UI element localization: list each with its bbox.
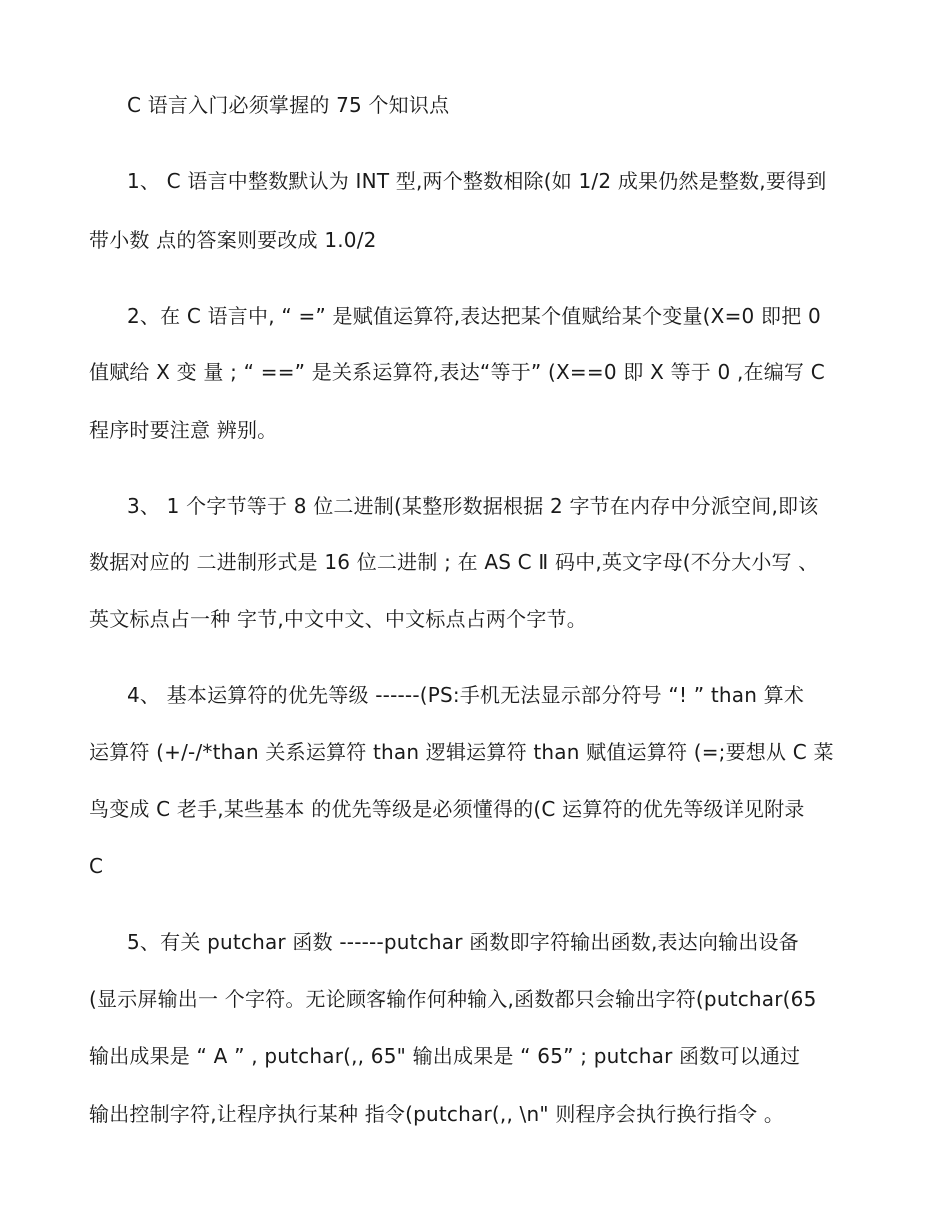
paragraph-3-line-3: 英文标点占一种 字节,中文中文、中文标点占两个字节。 [89,607,587,631]
paragraph-5-line-3: 输出成果是 “ A ” , putchar(,, 65" 输出成果是 “ 65” ; putchar 函数可以通过 [89,1044,801,1068]
paragraph-4-line-1: 4、 基本运算符的优先等级 ------(PS:手机无法显示部分符号 “! ” than 算术 [127,683,805,707]
document-title: C 语言入门必须掌握的 75 个知识点 [127,93,450,117]
paragraph-2-line-1: 2、在 C 语言中, “ =” 是赋值运算符,表达把某个值赋给某个变量(X=0 即把 0 [127,304,821,328]
paragraph-4-line-4: C [89,854,104,878]
paragraph-1-line-1: 1、 C 语言中整数默认为 INT 型,两个整数相除(如 1/2 成果仍然是整数,要得到 [127,169,827,193]
paragraph-5-line-1: 5、有关 putchar 函数 ------putchar 函数即字符输出函数,表达向输出设备 [127,930,799,954]
paragraph-4-line-2: 运算符 (+/-/*than 关系运算符 than 逻辑运算符 than 赋值运算符 (=;要想从 C 菜 [89,740,834,764]
paragraph-2-line-3: 程序时要注意 辨别。 [89,418,278,442]
paragraph-1-line-2: 带小数 点的答案则要改成 1.0/2 [89,228,377,252]
paragraph-5-line-2: (显示屏输出一 个字符。无论顾客输作何种输入,函数都只会输出字符(putchar(65 [89,987,817,1011]
paragraph-3-line-1: 3、 1 个字节等于 8 位二进制(某整形数据根据 2 字节在内存中分派空间,即该 [127,494,819,518]
paragraph-2-line-2: 值赋给 X 变 量 ; “ ==” 是关系运算符,表达“等于” (X==0 即 X 等于 0 ,在编写 C [89,360,825,384]
paragraph-3-line-2: 数据对应的 二进制形式是 16 位二进制 ; 在 AS C Ⅱ 码中,英文字母(不分大小写 、 [89,550,819,574]
paragraph-5-line-4: 输出控制字符,让程序执行某种 指令(putchar(,, \n" 则程序会执行换行指令 。 [89,1102,785,1126]
paragraph-4-line-3: 鸟变成 C 老手,某些基本 的优先等级是必须懂得的(C 运算符的优先等级详见附录 [89,797,805,821]
